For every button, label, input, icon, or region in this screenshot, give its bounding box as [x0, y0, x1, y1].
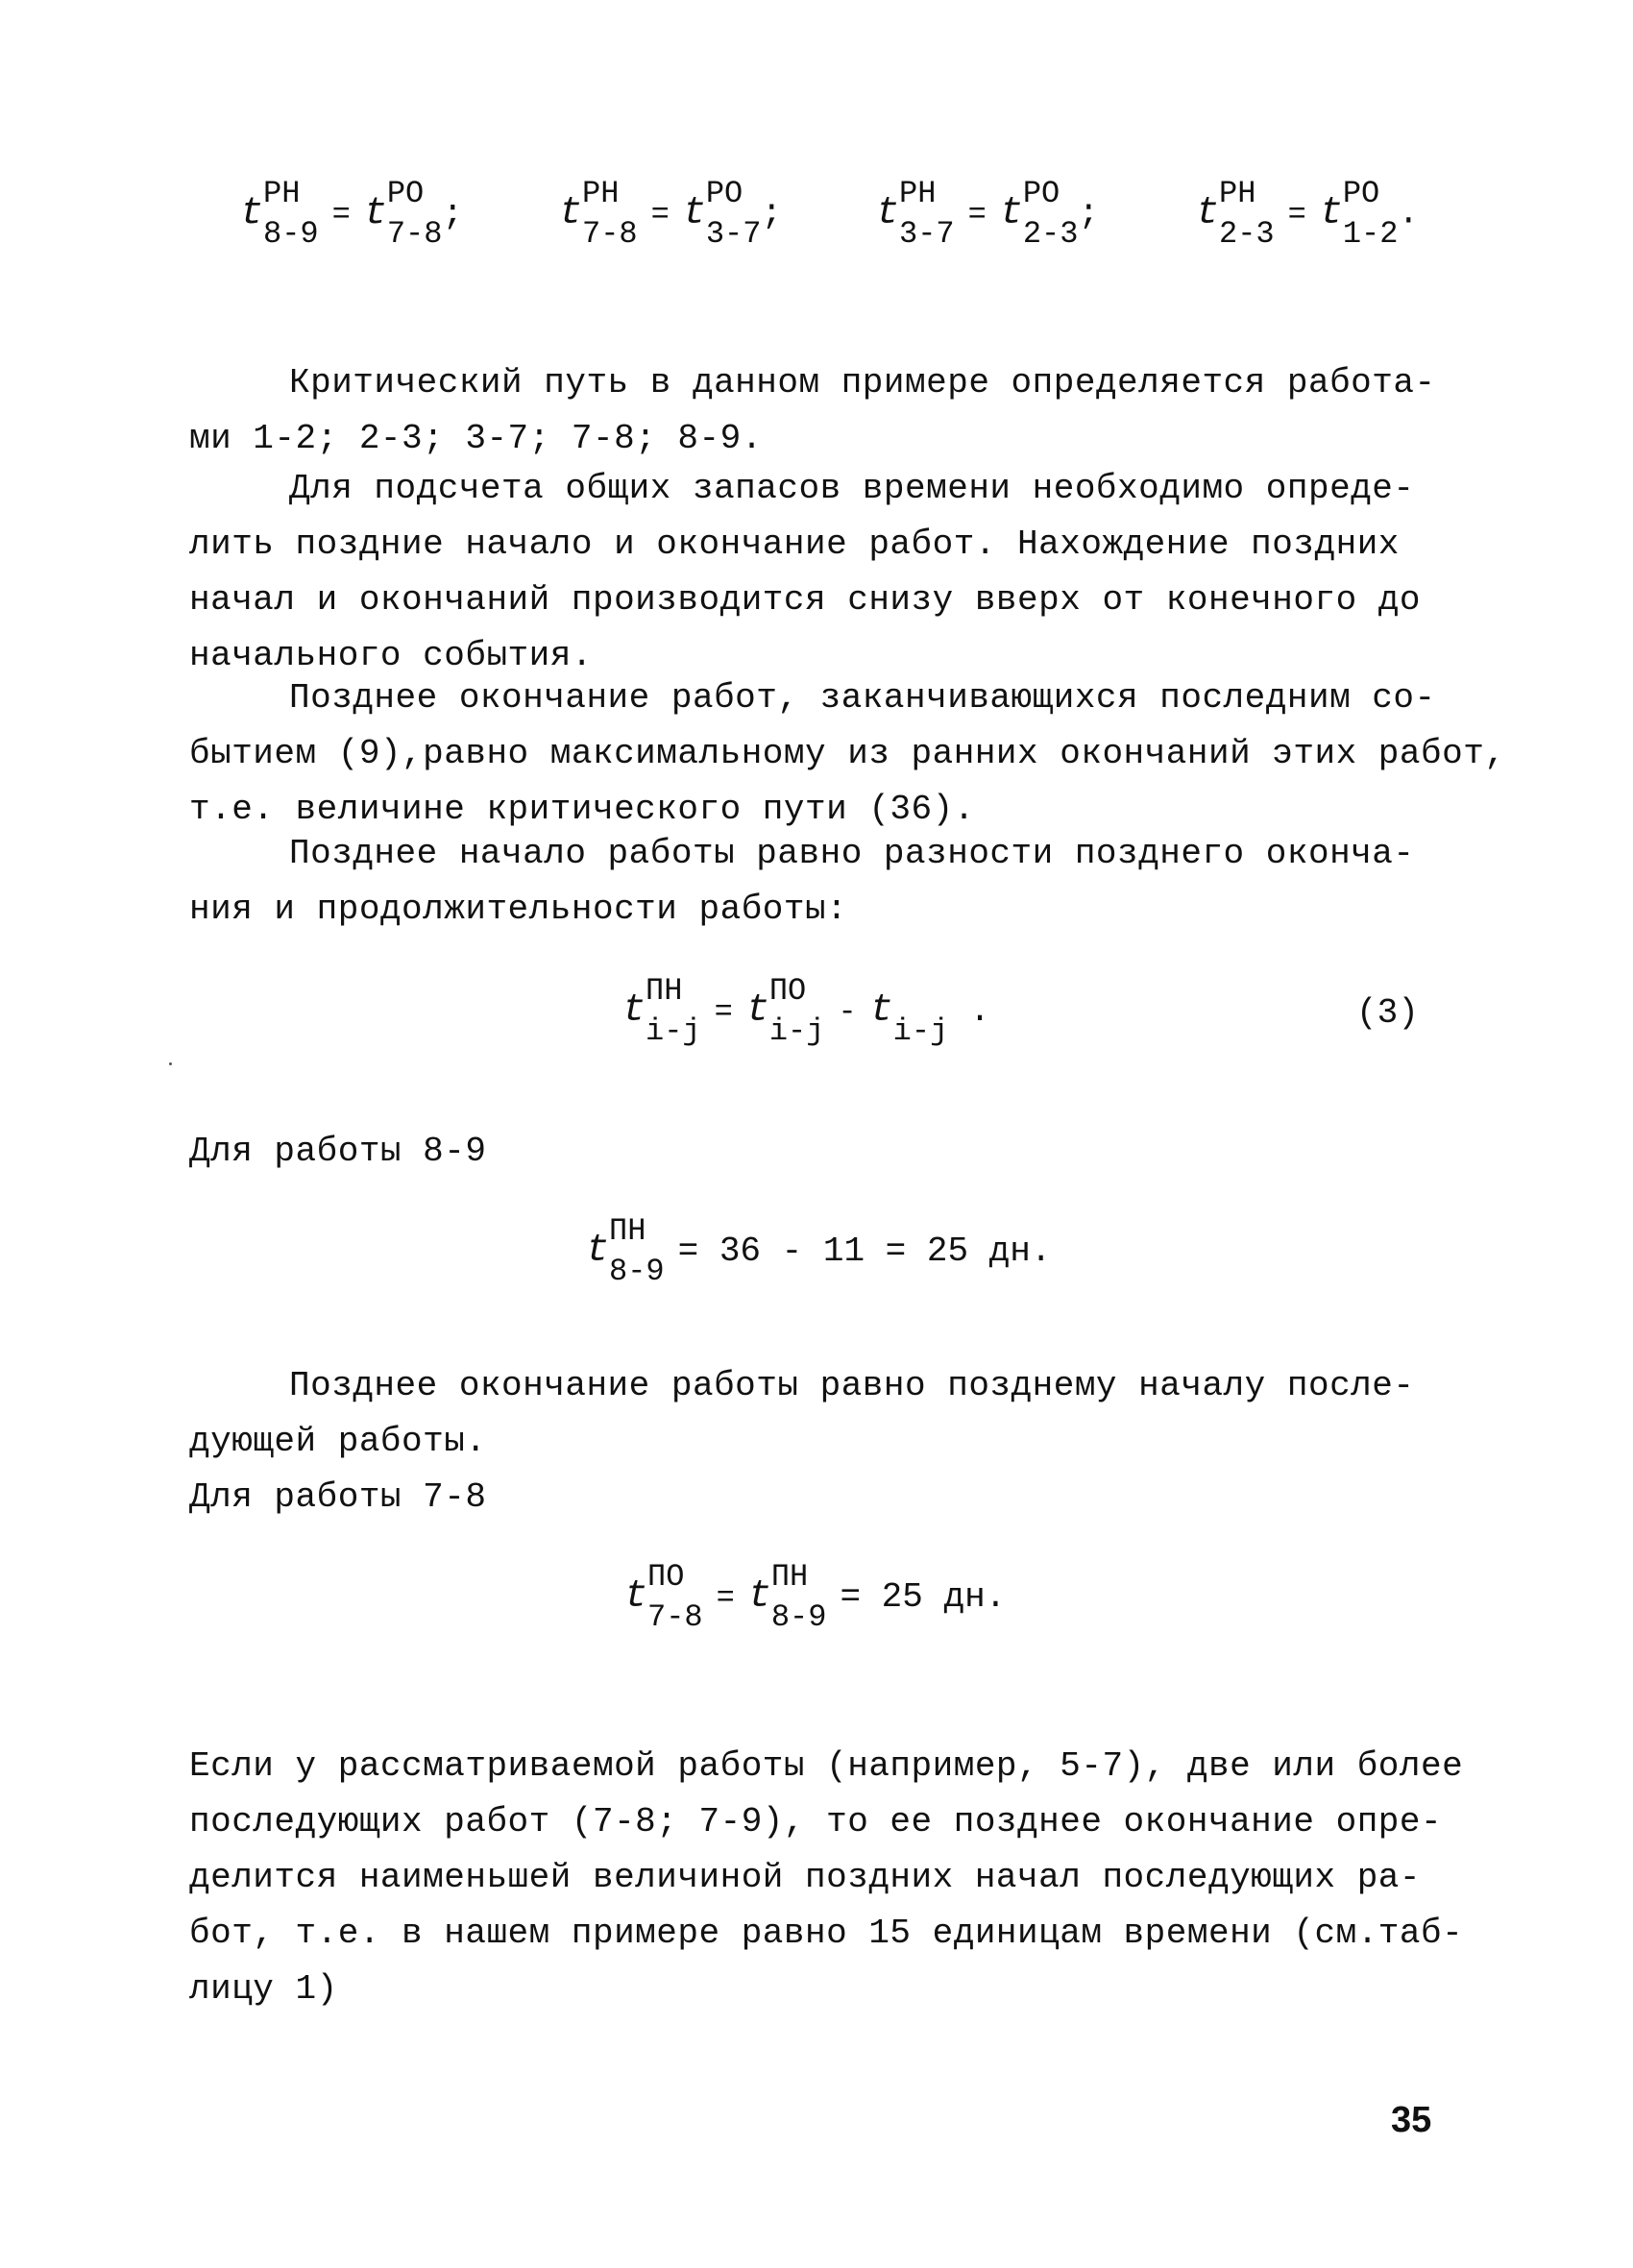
- formula-item-1: t РН 8-9 = t РО 7-8 ;: [240, 176, 464, 252]
- formula-late-start-8-9: t ПН 8-9 = 36 - 11 = 25 дн.: [586, 1213, 1052, 1289]
- formula-3: t ПН i-j = t ПО i-j - t i-j .: [622, 973, 990, 1049]
- paragraph-late-finish-rule: Позднее окончание работы равно позднему началу после- дующей работы.: [189, 1366, 1415, 1461]
- formula-late-finish-7-8: t ПО 7-8 = t ПН 8-9 = 25 дн.: [624, 1559, 1007, 1635]
- paragraph-total-float: Для подсчета общих запасов времени необходимо опреде- лить поздние начало и окончание работ. Нахождение поздних начал и окончаний производится снизу вверх от конечного до начального события.: [189, 469, 1422, 675]
- formula-row-early-times: [240, 176, 464, 252]
- formula-item-4: t РН 2-3 = t РО 1-2 .: [1196, 176, 1420, 252]
- label-work-8-9: Для работы 8-9: [189, 1132, 487, 1171]
- formula-item-2: t РН 7-8 = t РО 3-7 ;: [559, 176, 783, 252]
- t-symbol: t: [240, 191, 264, 235]
- scan-speck: [169, 1062, 172, 1065]
- paragraph-critical-path: Критический путь в данном примере определяется работа- ми 1-2; 2-3; 3-7; 7-8; 8-9.: [189, 363, 1436, 458]
- paragraph-multiple-successors: Если у рассматриваемой работы (например, 5-7), две или более последующих работ (7-8; 7-9), то ее позднее окончание опре- делится наименьшей величиной поздних начал последующих ра- бот, т.е. в нашем примере равно 15 единицам времени (см.таб- лицу 1): [189, 1746, 1464, 2009]
- paragraph-late-finish: Позднее окончание работ, заканчивающихся последним со- бытием (9),равно максимальному из ранних окончаний этих работ, т.е. величине критического пути (36).: [189, 678, 1506, 829]
- paragraph-late-start: Позднее начало работы равно разности позднего оконча- ния и продолжительности работы:: [189, 834, 1415, 929]
- formula-number: (3): [1356, 993, 1419, 1033]
- label-work-7-8: Для работы 7-8: [189, 1477, 487, 1517]
- formula-item-3: t РН 3-7 = t РО 2-3 ;: [876, 176, 1100, 252]
- page-number: 35: [1391, 2100, 1432, 2140]
